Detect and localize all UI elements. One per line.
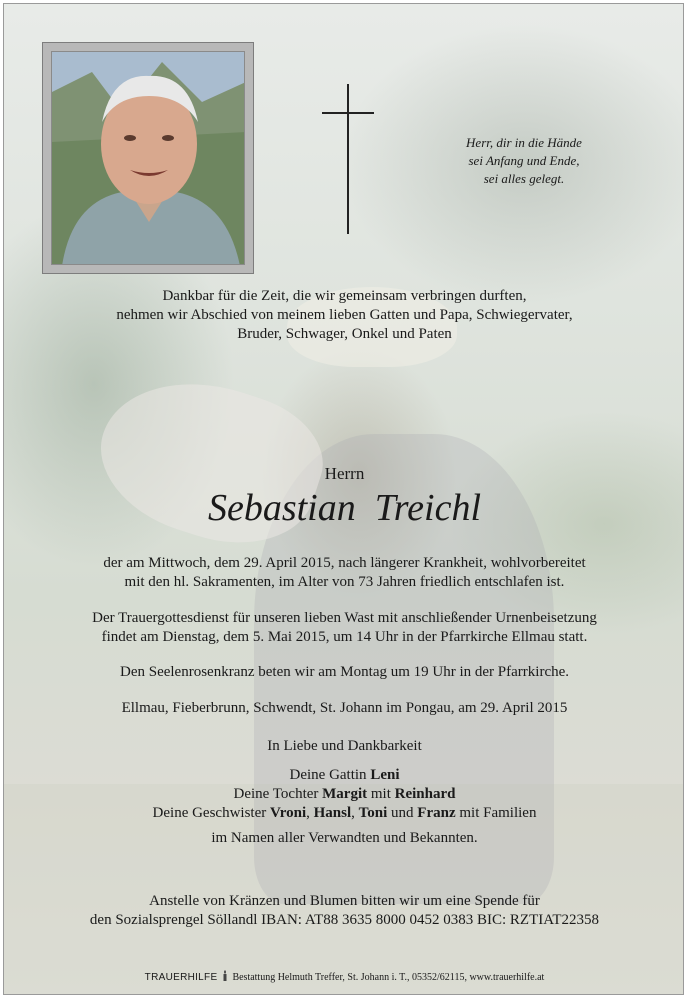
service-line: findet am Dienstag, dem 5. Mai 2015, um 14 Uhr in der Pfarrkirche Ellmau statt. xyxy=(101,629,588,645)
sibling-name: Hansl xyxy=(313,805,352,821)
footer-text: Bestattung Helmuth Treffer, St. Johann i. T., 05352/62115, www.trauerhilfe.at xyxy=(232,972,545,983)
intro-line: Bruder, Schwager, Onkel und Paten xyxy=(237,326,452,342)
donation-request xyxy=(4,892,684,930)
family-daughter: Deine Tochter Margit mit Reinhard xyxy=(233,786,456,802)
obituary-card xyxy=(3,3,684,995)
places-date xyxy=(4,699,684,718)
cross-icon xyxy=(322,84,374,234)
son-in-law-name: Reinhard xyxy=(394,786,456,802)
sibling-name: Vroni xyxy=(270,805,307,821)
intro-line: nehmen wir Abschied von meinem lieben Gatten und Papa, Schwiegervater, xyxy=(116,307,573,323)
places-line: Ellmau, Fieberbrunn, Schwendt, St. Johann im Pongau, am 29. April 2015 xyxy=(121,700,568,716)
intro-text xyxy=(4,287,684,344)
service-line: Der Trauergottesdienst für unseren lieben Wast mit anschließender Urnenbeisetzung xyxy=(92,610,597,626)
footer-brand: TRAUERHILFE xyxy=(144,972,218,983)
death-notice xyxy=(4,554,684,592)
verse-line: sei Anfang und Ende, xyxy=(468,153,580,168)
sibling-name: Toni xyxy=(358,805,388,821)
family-siblings: Deine Geschwister Vroni, Hansl, Toni und Franz mit Familien xyxy=(152,805,537,821)
family-list xyxy=(4,766,684,823)
daughter-name: Margit xyxy=(322,786,368,802)
closing-line: In Liebe und Dankbarkeit xyxy=(267,738,422,754)
portrait-photo xyxy=(51,51,245,265)
death-line: mit den hl. Sakramenten, im Alter von 73 Jahren friedlich entschlafen ist. xyxy=(124,574,565,590)
donation-line: den Sozialsprengel Söllandl IBAN: AT88 3635 8000 0452 0383 BIC: RZTIAT22358 xyxy=(89,912,600,928)
closing-phrase xyxy=(4,737,684,756)
death-line: der am Mittwoch, dem 29. April 2015, nach längerer Krankheit, wohlvorbereitet xyxy=(103,555,586,571)
intro-line: Dankbar für die Zeit, die wir gemeinsam verbringen durften, xyxy=(162,288,527,304)
footer xyxy=(4,970,684,984)
salutation: Herrn xyxy=(324,464,365,483)
wife-name: Leni xyxy=(370,767,400,783)
funeral-service xyxy=(4,609,684,647)
bible-verse xyxy=(424,134,624,188)
deceased-name: Sebastian Treichl xyxy=(207,487,482,529)
verse-line: Herr, dir in die Hände xyxy=(466,135,582,150)
candle-logo-icon xyxy=(221,970,229,981)
rosary-line: Den Seelenrosenkranz beten wir am Montag um 19 Uhr in der Pfarrkirche. xyxy=(119,664,570,680)
sibling-name: Franz xyxy=(417,805,456,821)
donation-line: Anstelle von Kränzen und Blumen bitten wir um eine Spende für xyxy=(149,893,540,909)
family-wife: Deine Gattin Leni xyxy=(289,767,400,783)
relatives-text: im Namen aller Verwandten und Bekannten. xyxy=(211,830,478,846)
portrait-frame xyxy=(42,42,254,274)
verse-line: sei alles gelegt. xyxy=(483,171,565,186)
rosary-notice xyxy=(4,663,684,682)
relatives-line xyxy=(4,829,684,848)
